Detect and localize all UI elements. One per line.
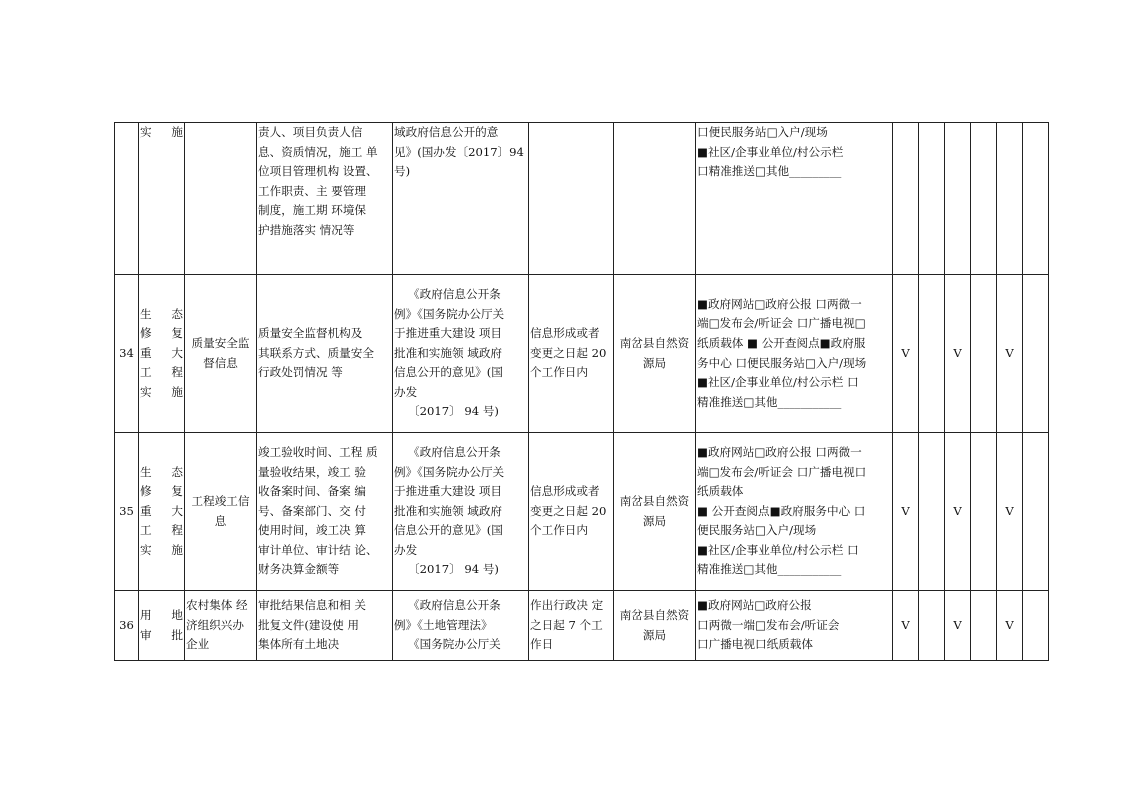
content-cell: 审批结果信息和相 关 批复文件(建设使 用 集体所有土地决 (257, 591, 393, 661)
category-cell: 生 态 修 复 重 大 工 程 实施 (139, 275, 185, 433)
basis-cell: 域政府信息公开的意 见》(国办发〔2017〕94 号) (393, 123, 529, 275)
check-cell (919, 123, 945, 275)
time-cell: 信息形成或者 变更之日起 20 个工作日内 (529, 275, 614, 433)
basis-cell: 《政府信息公开条 例》《土地管理法》 《国务院办公厅关 (393, 591, 529, 661)
table-row (115, 275, 1049, 433)
check-cell (893, 123, 919, 275)
content-cell: 责人、项目负责人信 息、资质情况，施工 单 位项目管理机构 设置、 工作职责、主 要管理 制度，施工期 环境保 护措施落实 情况等 (257, 123, 393, 275)
check-cell (997, 123, 1023, 275)
check-cell (919, 433, 945, 591)
row-number (115, 123, 139, 275)
row-number: 35 (115, 433, 139, 591)
check-cell (971, 275, 997, 433)
time-cell: 信息形成或者 变更之日起 20 个工作日内 (529, 433, 614, 591)
check-cell (919, 591, 945, 661)
channel-cell: ■政府网站□政府公报 口两微一 端□发布会/听证会 口广播电视口 纸质载体 ■ 公开查阅点■政府服务中心 口 便民服务站□入户/现场 ■社区/企事业单位/村公示栏 口 精准推送□其他___________ (696, 433, 893, 591)
check-cell: V (997, 433, 1023, 591)
subject-cell: 南岔县自然资源局 (614, 433, 696, 591)
check-cell: V (893, 591, 919, 661)
content-cell: 质量安全监督机构及 其联系方式、质量安全 行政处罚情况 等 (257, 275, 393, 433)
check-cell (971, 591, 997, 661)
row-number: 34 (115, 275, 139, 433)
check-cell: V (997, 591, 1023, 661)
table-row (115, 433, 1049, 591)
category-cell: 用 地 审批 (139, 591, 185, 661)
basis-cell: 《政府信息公开条 例》《国务院办公厅关 于推进重大建设 项目 批准和实施领 域政府 信息公开的意见》(国 办发 〔2017〕 94 号) (393, 433, 529, 591)
check-cell (919, 275, 945, 433)
check-cell (1023, 275, 1049, 433)
check-cell (945, 123, 971, 275)
check-cell: V (945, 275, 971, 433)
subject-cell (614, 123, 696, 275)
disclosure-table (114, 122, 1049, 661)
check-cell: V (945, 591, 971, 661)
subject-cell: 南岔县自然资源局 (614, 591, 696, 661)
check-cell (1023, 433, 1049, 591)
check-cell: V (893, 433, 919, 591)
check-cell (971, 123, 997, 275)
channel-cell: ■政府网站□政府公报 口两微一端□发布会/听证会 口广播电视口纸质载体 (696, 591, 893, 661)
table-row (115, 591, 1049, 661)
time-cell: 作出行政决 定 之日起 7 个工 作日 (529, 591, 614, 661)
check-cell (1023, 591, 1049, 661)
row-number: 36 (115, 591, 139, 661)
check-cell (971, 433, 997, 591)
table-row (115, 123, 1049, 275)
category-cell: 生 态 修 复 重 大 工 程 实施 (139, 433, 185, 591)
content-cell: 竣工验收时间、工程 质 量验收结果，竣工 验 收备案时间、备案 编 号、备案部门、交 付 使用时间，竣工决 算 审计单位、审计结 论、 财务决算金额等 (257, 433, 393, 591)
check-cell: V (997, 275, 1023, 433)
subject-cell: 南岔县自然资源局 (614, 275, 696, 433)
category-cell (139, 123, 185, 275)
time-cell (529, 123, 614, 275)
item-cell: 质量安全监督信息 (185, 275, 257, 433)
channel-cell: 口便民服务站□入户/现场 ■社区/企事业单位/村公示栏 口精准推送□其他_________ (696, 123, 893, 275)
basis-cell: 《政府信息公开条 例》《国务院办公厅关 于推进重大建设 项目 批准和实施领 域政府 信息公开的意见》(国 办发 〔2017〕 94 号) (393, 275, 529, 433)
check-cell: V (893, 275, 919, 433)
item-cell: 工程竣工信息 (185, 433, 257, 591)
check-cell (1023, 123, 1049, 275)
channel-cell: ■政府网站□政府公报 口两微一 端□发布会/听证会 口广播电视□ 纸质载体 ■ 公开查阅点■政府服 务中心 口便民服务站□入户/现场 ■社区/企事业单位/村公示栏 口 精准推送□其他___________ (696, 275, 893, 433)
item-cell: 农村集体 经济组织兴办企业 (185, 591, 257, 661)
item-cell (185, 123, 257, 275)
check-cell: V (945, 433, 971, 591)
category-line: 实施 (140, 125, 183, 139)
